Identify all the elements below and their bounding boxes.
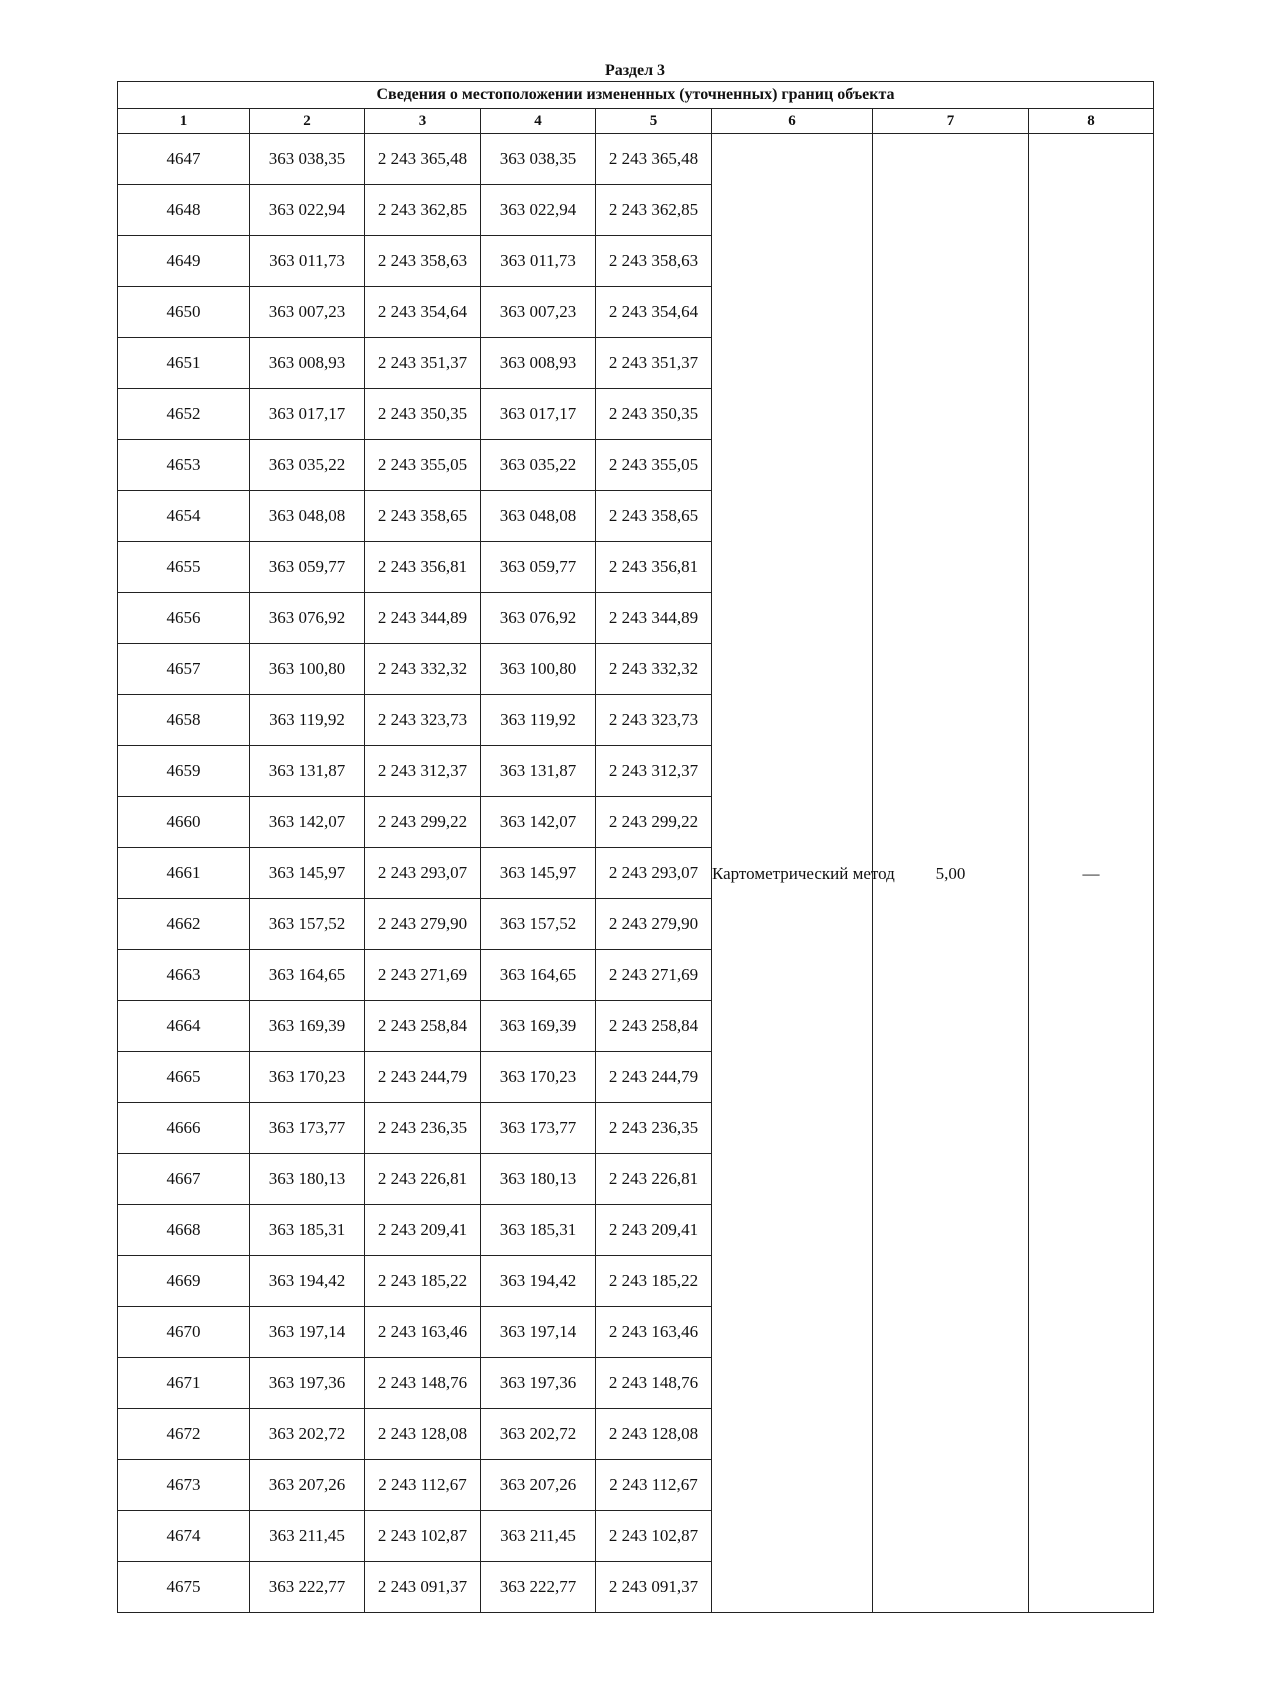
y-existing-cell: 2 243 358,63: [365, 236, 481, 287]
y-new-cell: 2 243 344,89: [596, 593, 712, 644]
x-existing-cell: 363 038,35: [250, 134, 365, 185]
point-number-cell: 4674: [118, 1511, 250, 1562]
point-number-cell: 4650: [118, 287, 250, 338]
point-number-cell: 4652: [118, 389, 250, 440]
point-number-cell: 4671: [118, 1358, 250, 1409]
y-existing-cell: 2 243 091,37: [365, 1562, 481, 1613]
point-number-cell: 4661: [118, 848, 250, 899]
y-existing-cell: 2 243 102,87: [365, 1511, 481, 1562]
y-existing-cell: 2 243 344,89: [365, 593, 481, 644]
point-number-cell: 4648: [118, 185, 250, 236]
y-existing-cell: 2 243 148,76: [365, 1358, 481, 1409]
x-existing-cell: 363 194,42: [250, 1256, 365, 1307]
x-new-cell: 363 048,08: [481, 491, 596, 542]
x-existing-cell: 363 157,52: [250, 899, 365, 950]
y-new-cell: 2 243 226,81: [596, 1154, 712, 1205]
x-existing-cell: 363 180,13: [250, 1154, 365, 1205]
x-new-cell: 363 173,77: [481, 1103, 596, 1154]
point-number-cell: 4669: [118, 1256, 250, 1307]
x-existing-cell: 363 197,36: [250, 1358, 365, 1409]
point-number-cell: 4655: [118, 542, 250, 593]
point-number-cell: 4665: [118, 1052, 250, 1103]
point-number-cell: 4675: [118, 1562, 250, 1613]
column-number: 8: [1029, 109, 1154, 134]
y-new-cell: 2 243 362,85: [596, 185, 712, 236]
y-existing-cell: 2 243 299,22: [365, 797, 481, 848]
x-existing-cell: 363 164,65: [250, 950, 365, 1001]
boundary-coordinates-table: [117, 81, 1154, 1613]
x-existing-cell: 363 059,77: [250, 542, 365, 593]
point-number-cell: 4654: [118, 491, 250, 542]
y-new-cell: 2 243 293,07: [596, 848, 712, 899]
y-existing-cell: 2 243 354,64: [365, 287, 481, 338]
y-new-cell: 2 243 356,81: [596, 542, 712, 593]
point-number-cell: 4663: [118, 950, 250, 1001]
x-new-cell: 363 194,42: [481, 1256, 596, 1307]
y-new-cell: 2 243 271,69: [596, 950, 712, 1001]
y-new-cell: 2 243 358,63: [596, 236, 712, 287]
description-cell: —: [1029, 134, 1154, 1613]
x-existing-cell: 363 007,23: [250, 287, 365, 338]
y-existing-cell: 2 243 279,90: [365, 899, 481, 950]
y-existing-cell: 2 243 350,35: [365, 389, 481, 440]
point-number-cell: 4656: [118, 593, 250, 644]
y-existing-cell: 2 243 128,08: [365, 1409, 481, 1460]
y-existing-cell: 2 243 365,48: [365, 134, 481, 185]
point-number-cell: 4658: [118, 695, 250, 746]
x-new-cell: 363 197,14: [481, 1307, 596, 1358]
y-existing-cell: 2 243 293,07: [365, 848, 481, 899]
x-existing-cell: 363 197,14: [250, 1307, 365, 1358]
column-number: 6: [712, 109, 873, 134]
column-number: 1: [118, 109, 250, 134]
point-number-cell: 4662: [118, 899, 250, 950]
x-new-cell: 363 211,45: [481, 1511, 596, 1562]
y-existing-cell: 2 243 323,73: [365, 695, 481, 746]
x-existing-cell: 363 222,77: [250, 1562, 365, 1613]
x-new-cell: 363 157,52: [481, 899, 596, 950]
y-existing-cell: 2 243 185,22: [365, 1256, 481, 1307]
y-existing-cell: 2 243 362,85: [365, 185, 481, 236]
x-existing-cell: 363 011,73: [250, 236, 365, 287]
x-new-cell: 363 008,93: [481, 338, 596, 389]
y-existing-cell: 2 243 112,67: [365, 1460, 481, 1511]
x-existing-cell: 363 142,07: [250, 797, 365, 848]
point-number-cell: 4653: [118, 440, 250, 491]
x-existing-cell: 363 169,39: [250, 1001, 365, 1052]
point-number-cell: 4664: [118, 1001, 250, 1052]
point-number-cell: 4649: [118, 236, 250, 287]
y-new-cell: 2 243 102,87: [596, 1511, 712, 1562]
x-new-cell: 363 131,87: [481, 746, 596, 797]
table-row: [118, 134, 1154, 185]
y-existing-cell: 2 243 356,81: [365, 542, 481, 593]
x-existing-cell: 363 048,08: [250, 491, 365, 542]
y-new-cell: 2 243 148,76: [596, 1358, 712, 1409]
x-new-cell: 363 180,13: [481, 1154, 596, 1205]
y-new-cell: 2 243 351,37: [596, 338, 712, 389]
y-existing-cell: 2 243 163,46: [365, 1307, 481, 1358]
x-new-cell: 363 169,39: [481, 1001, 596, 1052]
accuracy-cell: 5,00: [873, 134, 1029, 1613]
x-new-cell: 363 197,36: [481, 1358, 596, 1409]
x-existing-cell: 363 008,93: [250, 338, 365, 389]
x-existing-cell: 363 145,97: [250, 848, 365, 899]
point-number-cell: 4651: [118, 338, 250, 389]
table-caption: Сведения о местоположении измененных (уточненных) границ объекта: [118, 82, 1154, 109]
x-new-cell: 363 059,77: [481, 542, 596, 593]
y-new-cell: 2 243 365,48: [596, 134, 712, 185]
y-new-cell: 2 243 258,84: [596, 1001, 712, 1052]
column-number: 5: [596, 109, 712, 134]
y-existing-cell: 2 243 358,65: [365, 491, 481, 542]
x-new-cell: 363 100,80: [481, 644, 596, 695]
method-cell: Картометрический метод: [712, 134, 873, 1613]
y-new-cell: 2 243 354,64: [596, 287, 712, 338]
x-new-cell: 363 035,22: [481, 440, 596, 491]
point-number-cell: 4667: [118, 1154, 250, 1205]
y-existing-cell: 2 243 271,69: [365, 950, 481, 1001]
x-new-cell: 363 145,97: [481, 848, 596, 899]
y-existing-cell: 2 243 258,84: [365, 1001, 481, 1052]
y-new-cell: 2 243 236,35: [596, 1103, 712, 1154]
y-existing-cell: 2 243 209,41: [365, 1205, 481, 1256]
point-number-cell: 4668: [118, 1205, 250, 1256]
y-new-cell: 2 243 185,22: [596, 1256, 712, 1307]
point-number-cell: 4660: [118, 797, 250, 848]
column-number: 3: [365, 109, 481, 134]
point-number-cell: 4657: [118, 644, 250, 695]
point-number-cell: 4647: [118, 134, 250, 185]
x-new-cell: 363 207,26: [481, 1460, 596, 1511]
x-existing-cell: 363 170,23: [250, 1052, 365, 1103]
y-existing-cell: 2 243 226,81: [365, 1154, 481, 1205]
y-new-cell: 2 243 323,73: [596, 695, 712, 746]
y-existing-cell: 2 243 244,79: [365, 1052, 481, 1103]
y-existing-cell: 2 243 236,35: [365, 1103, 481, 1154]
x-new-cell: 363 022,94: [481, 185, 596, 236]
y-existing-cell: 2 243 332,32: [365, 644, 481, 695]
x-new-cell: 363 222,77: [481, 1562, 596, 1613]
x-new-cell: 363 142,07: [481, 797, 596, 848]
x-new-cell: 363 119,92: [481, 695, 596, 746]
y-new-cell: 2 243 163,46: [596, 1307, 712, 1358]
x-existing-cell: 363 017,17: [250, 389, 365, 440]
point-number-cell: 4673: [118, 1460, 250, 1511]
y-new-cell: 2 243 279,90: [596, 899, 712, 950]
x-new-cell: 363 170,23: [481, 1052, 596, 1103]
x-new-cell: 363 185,31: [481, 1205, 596, 1256]
x-existing-cell: 363 211,45: [250, 1511, 365, 1562]
x-new-cell: 363 164,65: [481, 950, 596, 1001]
x-existing-cell: 363 173,77: [250, 1103, 365, 1154]
y-new-cell: 2 243 332,32: [596, 644, 712, 695]
y-existing-cell: 2 243 351,37: [365, 338, 481, 389]
y-new-cell: 2 243 350,35: [596, 389, 712, 440]
y-new-cell: 2 243 244,79: [596, 1052, 712, 1103]
x-new-cell: 363 202,72: [481, 1409, 596, 1460]
x-new-cell: 363 038,35: [481, 134, 596, 185]
y-new-cell: 2 243 355,05: [596, 440, 712, 491]
point-number-cell: 4670: [118, 1307, 250, 1358]
point-number-cell: 4672: [118, 1409, 250, 1460]
y-new-cell: 2 243 358,65: [596, 491, 712, 542]
section-title: Раздел 3: [604, 62, 666, 79]
x-existing-cell: 363 207,26: [250, 1460, 365, 1511]
x-existing-cell: 363 035,22: [250, 440, 365, 491]
x-existing-cell: 363 119,92: [250, 695, 365, 746]
column-number: 4: [481, 109, 596, 134]
x-existing-cell: 363 100,80: [250, 644, 365, 695]
x-new-cell: 363 011,73: [481, 236, 596, 287]
x-existing-cell: 363 022,94: [250, 185, 365, 236]
x-new-cell: 363 007,23: [481, 287, 596, 338]
y-new-cell: 2 243 128,08: [596, 1409, 712, 1460]
x-new-cell: 363 076,92: [481, 593, 596, 644]
column-number: 7: [873, 109, 1029, 134]
table-body: [118, 134, 1154, 1613]
x-new-cell: 363 017,17: [481, 389, 596, 440]
point-number-cell: 4659: [118, 746, 250, 797]
y-new-cell: 2 243 112,67: [596, 1460, 712, 1511]
x-existing-cell: 363 131,87: [250, 746, 365, 797]
point-number-cell: 4666: [118, 1103, 250, 1154]
y-new-cell: 2 243 091,37: [596, 1562, 712, 1613]
y-existing-cell: 2 243 312,37: [365, 746, 481, 797]
x-existing-cell: 363 185,31: [250, 1205, 365, 1256]
y-new-cell: 2 243 312,37: [596, 746, 712, 797]
y-new-cell: 2 243 209,41: [596, 1205, 712, 1256]
y-new-cell: 2 243 299,22: [596, 797, 712, 848]
x-existing-cell: 363 202,72: [250, 1409, 365, 1460]
column-number: 2: [250, 109, 365, 134]
x-existing-cell: 363 076,92: [250, 593, 365, 644]
y-existing-cell: 2 243 355,05: [365, 440, 481, 491]
